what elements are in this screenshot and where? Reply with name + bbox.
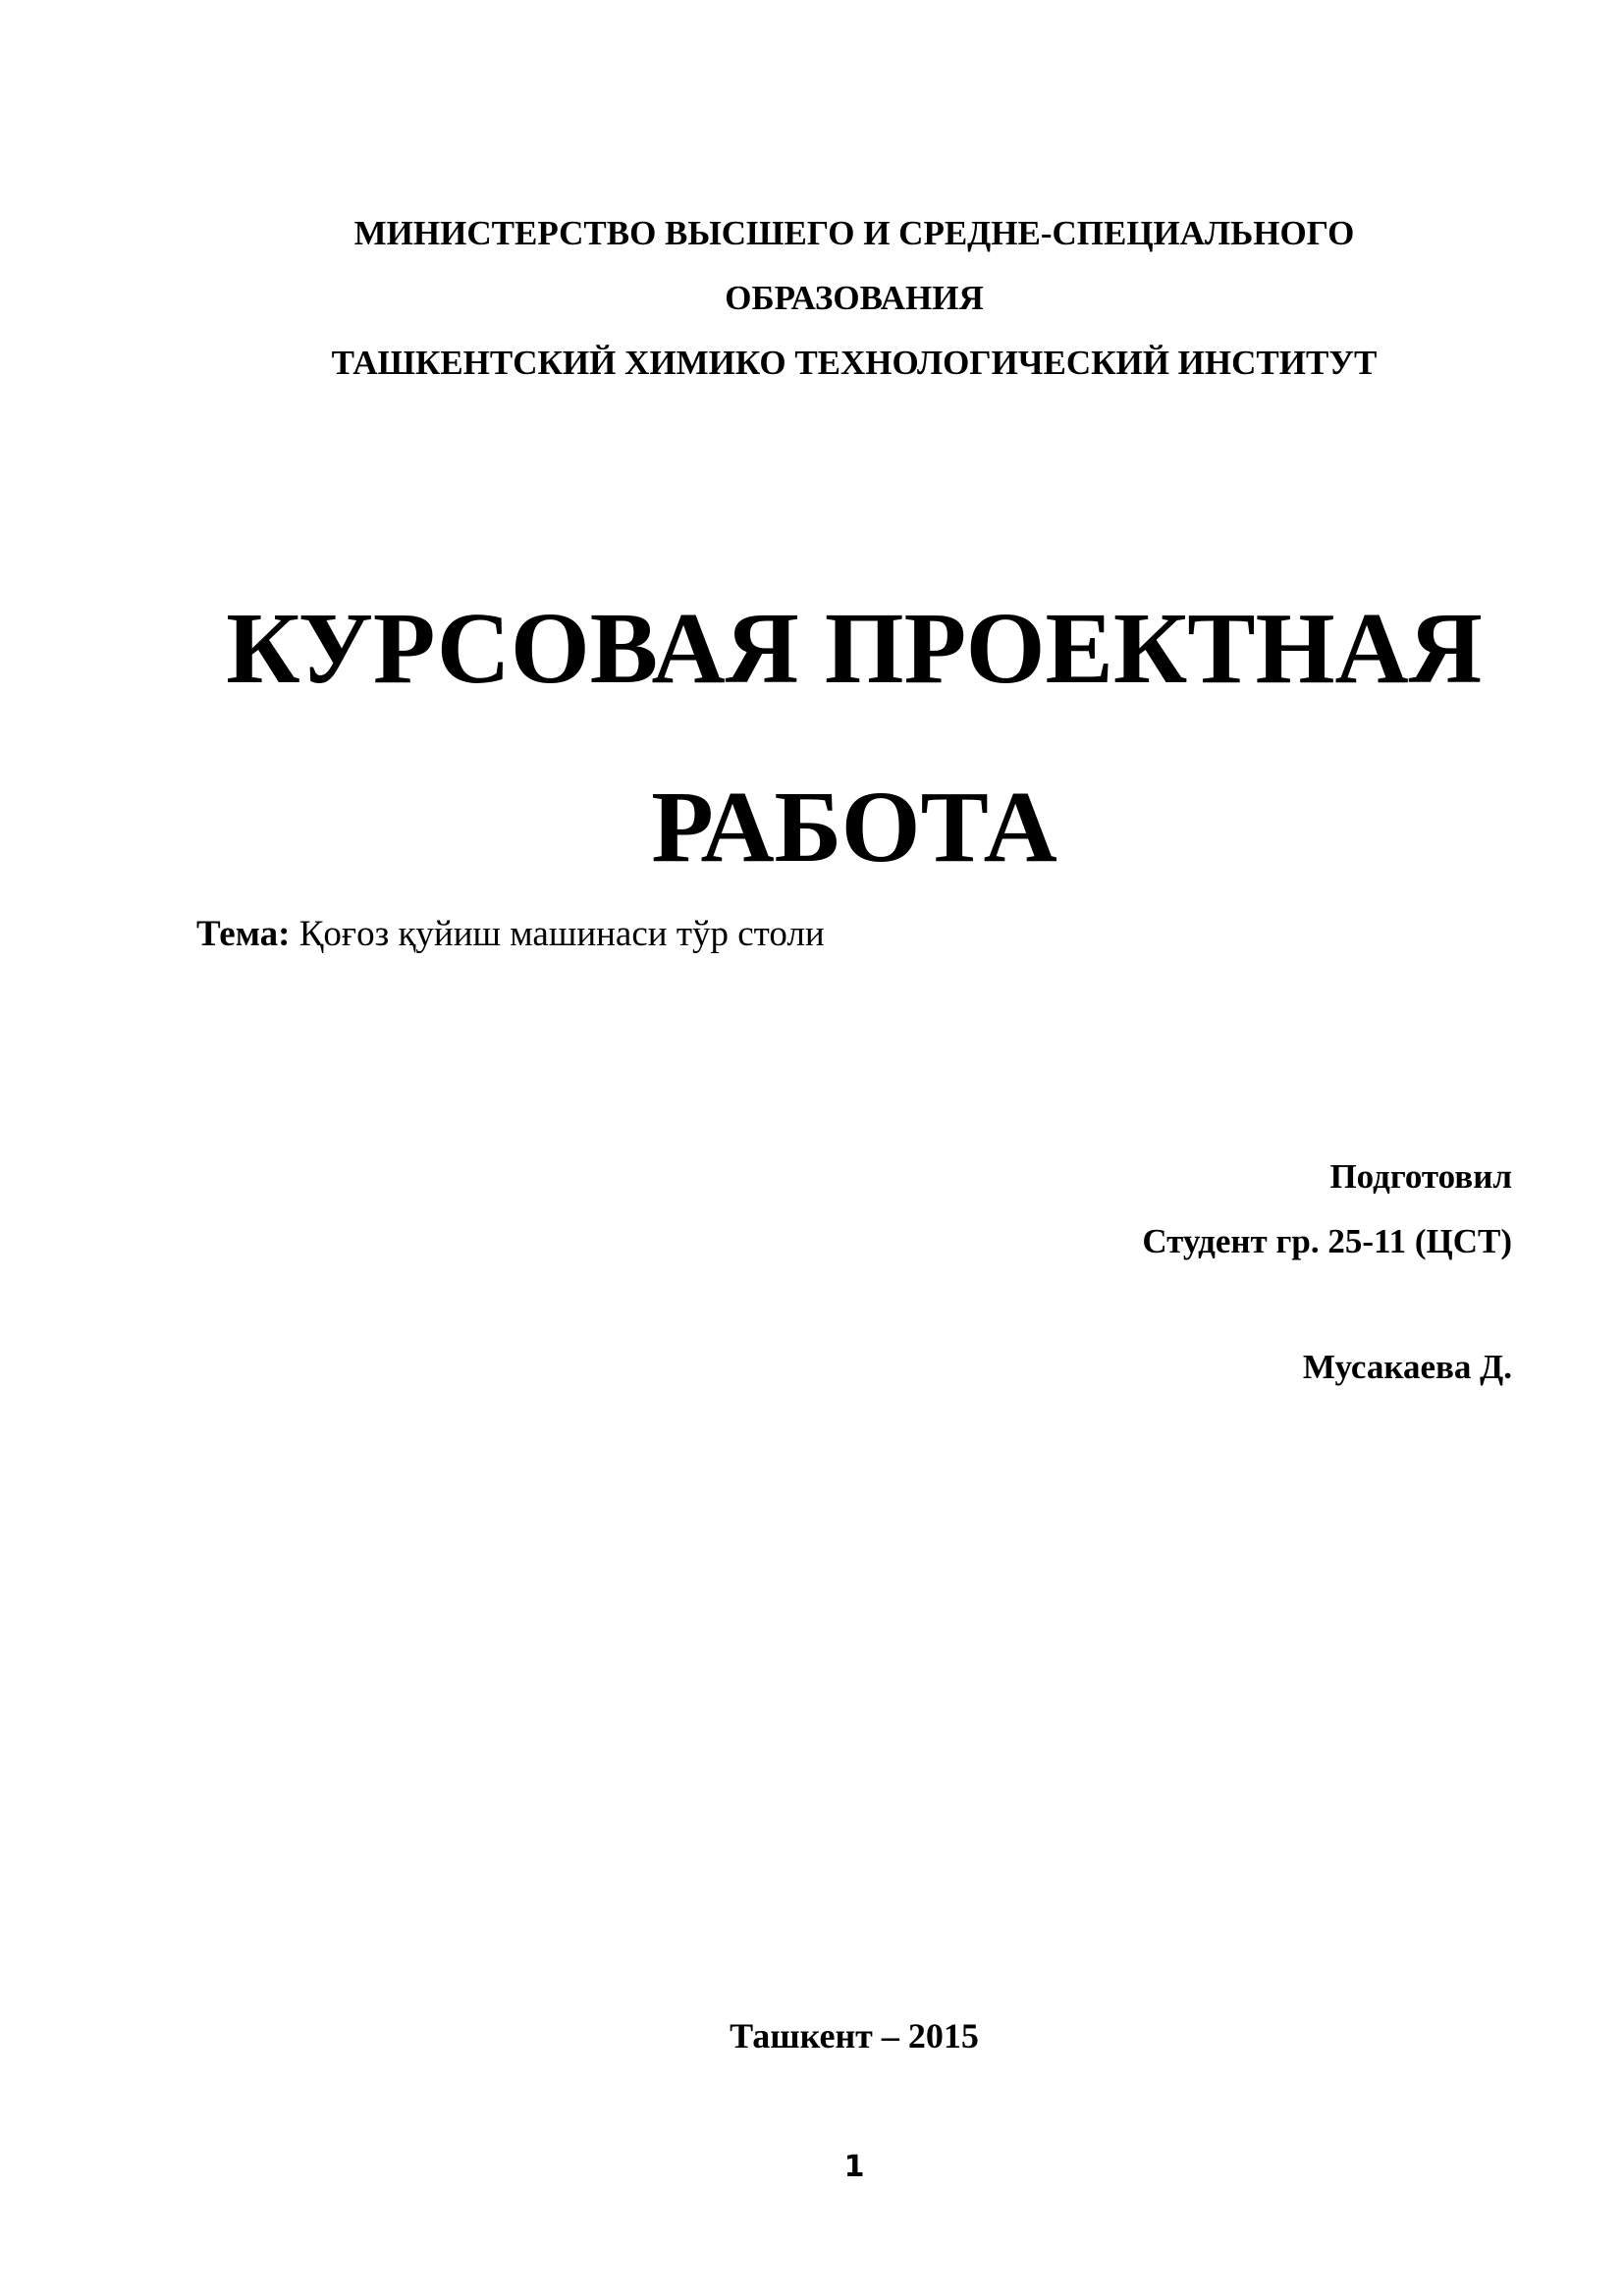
document-title [0,560,1624,917]
ministry-header [0,201,1624,396]
title-line-1: КУРСОВАЯ ПРОЕКТНАЯ [226,592,1483,705]
ministry-line-1: МИНИСТЕРСТВО ВЫСШЕГО И СРЕДНЕ-СПЕЦИАЛЬНОГО [353,214,1355,252]
topic-text: Қоғоз қуйиш машинаси тўр столи [298,914,825,954]
topic [196,913,825,956]
page-number: 1 [843,2150,865,2184]
author-block [1142,1155,1512,1389]
ministry-line-2: ОБРАЗОВАНИЯ [725,279,984,317]
institute-name: ТАШКЕНТСКИЙ ХИМИКО ТЕХНОЛОГИЧЕСКИЙ ИНСТИТУТ [331,344,1378,382]
student-group: Студент гр. 25-11 (ЦСТ) [1142,1222,1512,1260]
author-name: Мусакаева Д. [1302,1348,1512,1386]
title-line-2: РАБОТА [651,771,1057,883]
city-year: Ташкент – 2015 [730,2016,979,2056]
topic-label: Тема: [196,914,291,954]
prepared-by-label: Подготовил [1329,1157,1512,1196]
